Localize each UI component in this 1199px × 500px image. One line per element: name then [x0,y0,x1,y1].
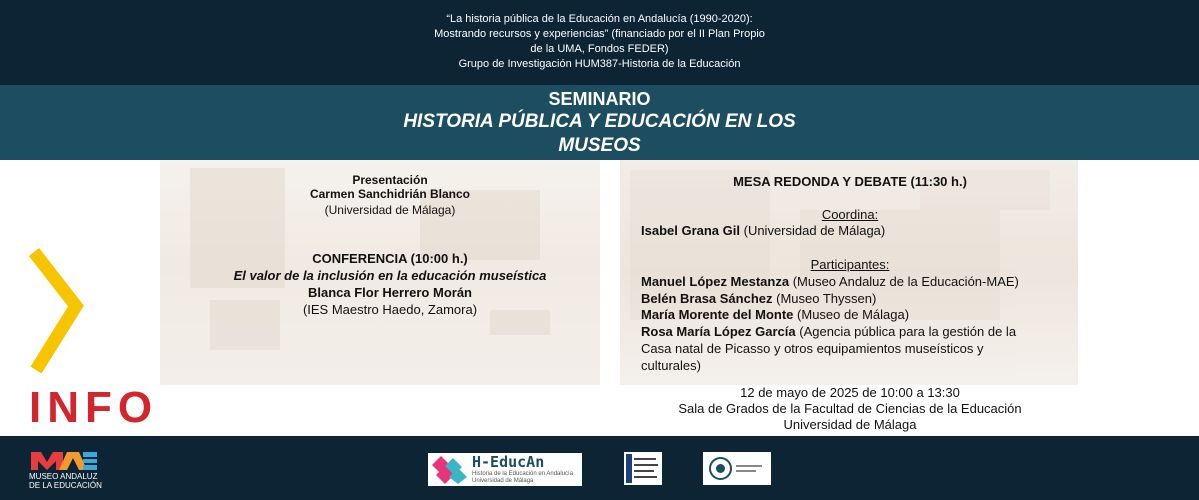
participant-row [641,306,1081,323]
heducan-university: Universidad de Málaga [472,478,534,484]
project-description [0,12,1199,72]
project-header [0,0,1199,85]
participant-row [641,323,1081,340]
seminar-title-band [0,85,1199,160]
heducan-diamond-icon [432,456,468,484]
project-line: Mostrando recursos y experiencias” (financiado por el II Plan Propio [434,28,765,40]
mae-caption-line: DE LA EDUCACIÓN [29,481,102,490]
participant-affiliation: (Agencia pública para la gestión de la [795,324,1017,339]
seminar-label: SEMINARIO [548,89,651,109]
participant-row [641,290,1081,307]
participant-name: María Morente del Monte [641,307,794,322]
participant-name: Manuel López Mestanza [641,274,790,289]
journal-logo [624,452,662,485]
participant-name: Belén Brasa Sánchez [641,291,773,306]
conference-title: El valor de la inclusión en la educación museística [233,268,547,283]
presenter-affiliation: (Universidad de Málaga) [324,203,456,217]
participant-row [641,273,1081,290]
event-date-time: 12 de mayo de 2025 de 10:00 a 13:30 [740,385,960,400]
seminar-title-line2: MUSEOS [558,135,641,156]
heducan-logo [428,453,582,486]
footer-band [0,436,1199,500]
heducan-subtitle: Historia de la Educación en Andalucía [472,471,574,477]
info-label: INFO [29,383,159,432]
presenter-name: Carmen Sanchidrián Blanco [309,187,471,201]
coordinator-name: Isabel Grana Gil [641,223,740,238]
participant-continuation: Casa natal de Picasso y otros equipamientos museísticos y [641,341,984,356]
participant-affiliation: (Museo Thyssen) [772,291,877,306]
seminar-title-line1: HISTORIA PÚBLICA Y EDUCACIÓN EN LOS [403,111,796,132]
participant-affiliation: (Museo Andaluz de la Educación-MAE) [789,274,1019,289]
heducan-name: H-EducAn [472,453,545,471]
presentation-label: Presentación [352,173,428,187]
participant-name: Rosa María López García [641,324,796,339]
coordinator-affiliation: (Universidad de Málaga) [740,223,886,238]
speaker-affiliation: (IES Maestro Haedo, Zamora) [302,302,478,317]
participant-affiliation: (Museo de Málaga) [793,307,910,322]
conference-heading: CONFERENCIA (10:00 h.) [312,251,468,266]
participant-continuation: culturales) [641,358,701,373]
project-line: “La historia pública de la Educación en Andalucía (1990-2020): [446,13,753,25]
mae-caption-line: MUSEO ANDALUZ [29,472,98,481]
event-university: Universidad de Málaga [783,417,917,432]
mae-caption [29,472,102,490]
uma-logo [703,452,771,485]
chevron-accent-icon [28,248,84,376]
event-room: Sala de Grados de la Facultad de Ciencias de la Educación [678,401,1022,416]
project-line: de la UMA, Fondos FEDER) [530,43,669,55]
coordina-label: Coordina: [821,207,879,222]
speaker-name: Blanca Flor Herrero Morán [308,285,472,300]
roundtable-heading: MESA REDONDA Y DEBATE (11:30 h.) [733,174,967,189]
project-line: Grupo de Investigación HUM387-Historia de la Educación [458,58,741,70]
participants-label: Participantes: [810,257,890,272]
journal-logo-bar [626,454,632,483]
coordinator [641,222,1081,239]
